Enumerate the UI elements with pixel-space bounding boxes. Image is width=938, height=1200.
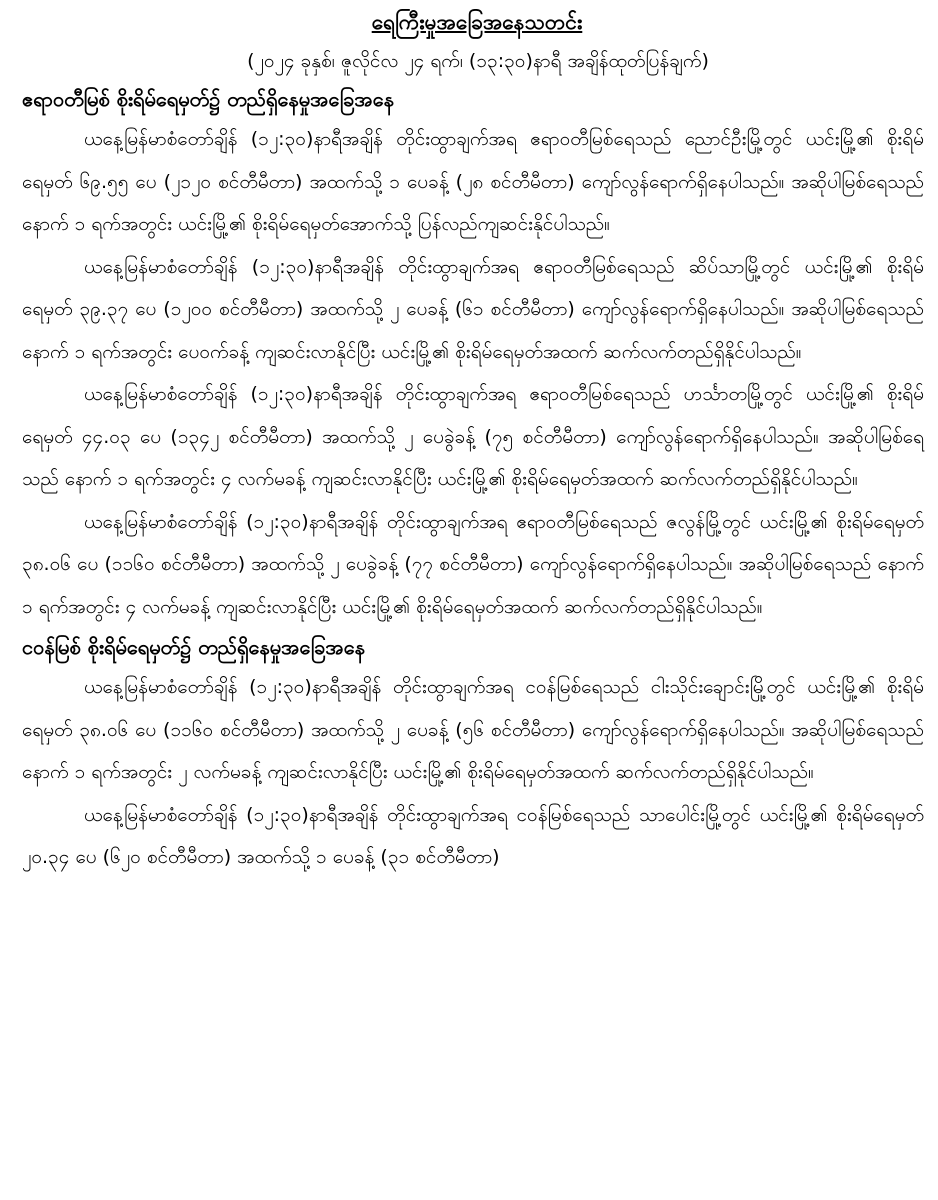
document-subtitle: (၂၀၂၄ ခုနှစ်၊ ဇူလိုင်လ ၂၄ ရက်၊ (၁၃:၃၀)နာရီ အချိန်ထုတ်ပြန်ချက်): [247, 50, 709, 72]
section-heading: ငဝန်မြစ် စိုးရိမ်ရေမှတ်၌ တည်ရှိနေမှုအခြေအနေ: [22, 635, 365, 659]
section-ngawun: [22, 628, 924, 879]
paragraph: ယနေ့မြန်မာစံတော်ချိန် (၁၂:၃၀)နာရီအချိန် တိုင်းထွာချက်အရ ဧရာဝတီမြစ်ရေသည် ညောင်ဦးမြို့တွင် ယင်းမြို့၏ စိုးရိမ်ရေမှတ် ၆၉.၅၅ ပေ (၂၁၂၀ စင်တီမီတာ) အထက်သို့ ၁ ပေခန့် (၂၈ စင်တီမီတာ) ကျော်လွန်ရောက်ရှိနေပါသည်။ အဆိုပါမြစ်ရေသည် နောက် ၁ ရက်အတွင်း ယင်းမြို့၏ စိုးရိမ်ရေမှတ်အောက်သို့ ပြန်လည်ကျဆင်းနိုင်ပါသည်။: [22, 128, 924, 235]
paragraph: ယနေ့မြန်မာစံတော်ချိန် (၁၂:၃၀)နာရီအချိန် တိုင်းထွာချက်အရ ငဝန်မြစ်ရေသည် ငါးသိုင်းချောင်းမြို့တွင် ယင်းမြို့၏ စိုးရိမ်ရေမှတ် ၃၈.၀၆ ပေ (၁၁၆၀ စင်တီမီတာ) အထက်သို့ ၂ ပေခန့် (၅၆ စင်တီမီတာ) ကျော်လွန်ရောက်ရှိနေပါသည်။ အဆိုပါမြစ်ရေသည် နောက် ၁ ရက်အတွင်း ၂ လက်မခန့် ကျဆင်းလာနိုင်ပြီး ယင်းမြို့၏ စိုးရိမ်ရေမှတ်အထက် ဆက်လက်တည်ရှိနိုင်ပါသည်။: [22, 676, 924, 783]
document-title: ရေကြီးမှုအခြေအနေသတင်း: [371, 10, 583, 34]
paragraph: ယနေ့မြန်မာစံတော်ချိန် (၁၂:၃၀)နာရီအချိန် တိုင်းထွာချက်အရ ဧရာဝတီမြစ်ရေသည် ဇလွန်မြို့တွင် ယင်းမြို့၏ စိုးရိမ်ရေမှတ် ၃၈.၀၆ ပေ (၁၁၆၀ စင်တီမီတာ) အထက်သို့ ၂ ပေခွဲခန့် (၇၇ စင်တီမီတာ) ကျော်လွန်ရောက်ရှိနေပါသည်။ အဆိုပါမြစ်ရေသည် နောက် ၁ ရက်အတွင်း ၄ လက်မခန့် ကျဆင်းလာနိုင်ပြီး ယင်းမြို့၏ စိုးရိမ်ရေမှတ်အထက် ဆက်လက်တည်ရှိနိုင်ပါသည်။: [22, 510, 924, 618]
paragraph: ယနေ့မြန်မာစံတော်ချိန် (၁၂:၃၀)နာရီအချိန် တိုင်းထွာချက်အရ ဧရာဝတီမြစ်ရေသည် ဆိပ်သာမြို့တွင် ယင်းမြို့၏ စိုးရိမ်ရေမှတ် ၃၉.၃၇ ပေ (၁၂၀၀ စင်တီမီတာ) အထက်သို့ ၂ ပေခန့် (၆၁ စင်တီမီတာ) ကျော်လွန်ရောက်ရှိနေပါသည်။ အဆိုပါမြစ်ရေသည် နောက် ၁ ရက်အတွင်း ပေဝက်ခန့် ကျဆင်းလာနိုင်ပြီး ယင်းမြို့၏ စိုးရိမ်ရေမှတ်အထက် ဆက်လက်တည်ရှိနိုင်ပါသည်။: [22, 255, 924, 363]
paragraph: ယနေ့မြန်မာစံတော်ချိန် (၁၂:၃၀)နာရီအချိန် တိုင်းထွာချက်အရ ဧရာဝတီမြစ်ရေသည် ဟင်္သာတမြို့တွင် ယင်းမြို့၏ စိုးရိမ်ရေမှတ် ၄၄.၀၃ ပေ (၁၃၄၂ စင်တီမီတာ) အထက်သို့ ၂ ပေခွဲခန့် (၇၅ စင်တီမီတာ) ကျော်လွန်ရောက်ရှိနေပါသည်။ အဆိုပါမြစ်ရေသည် နောက် ၁ ရက်အတွင်း ၄ လက်မခန့် ကျဆင်းလာနိုင်ပြီး ယင်းမြို့၏ စိုးရိမ်ရေမှတ်အထက် ဆက်လက်တည်ရှိနိုင်ပါသည်။: [22, 383, 924, 490]
section-heading: ဧရာဝတီမြစ် စိုးရိမ်ရေမှတ်၌ တည်ရှိနေမှုအခြေအနေ: [22, 87, 394, 111]
paragraph: ယနေ့မြန်မာစံတော်ချိန် (၁၂:၃၀)နာရီအချိန် တိုင်းထွာချက်အရ ငဝန်မြစ်ရေသည် သာပေါင်းမြို့တွင် ယင်းမြို့၏ စိုးရိမ်ရေမှတ် ၂၀.၃၄ ပေ (၆၂၀ စင်တီမီတာ) အထက်သို့ ၁ ပေခန့် (၃၁ စင်တီမီတာ): [22, 803, 924, 868]
section-ayeyarwady: [22, 80, 924, 628]
